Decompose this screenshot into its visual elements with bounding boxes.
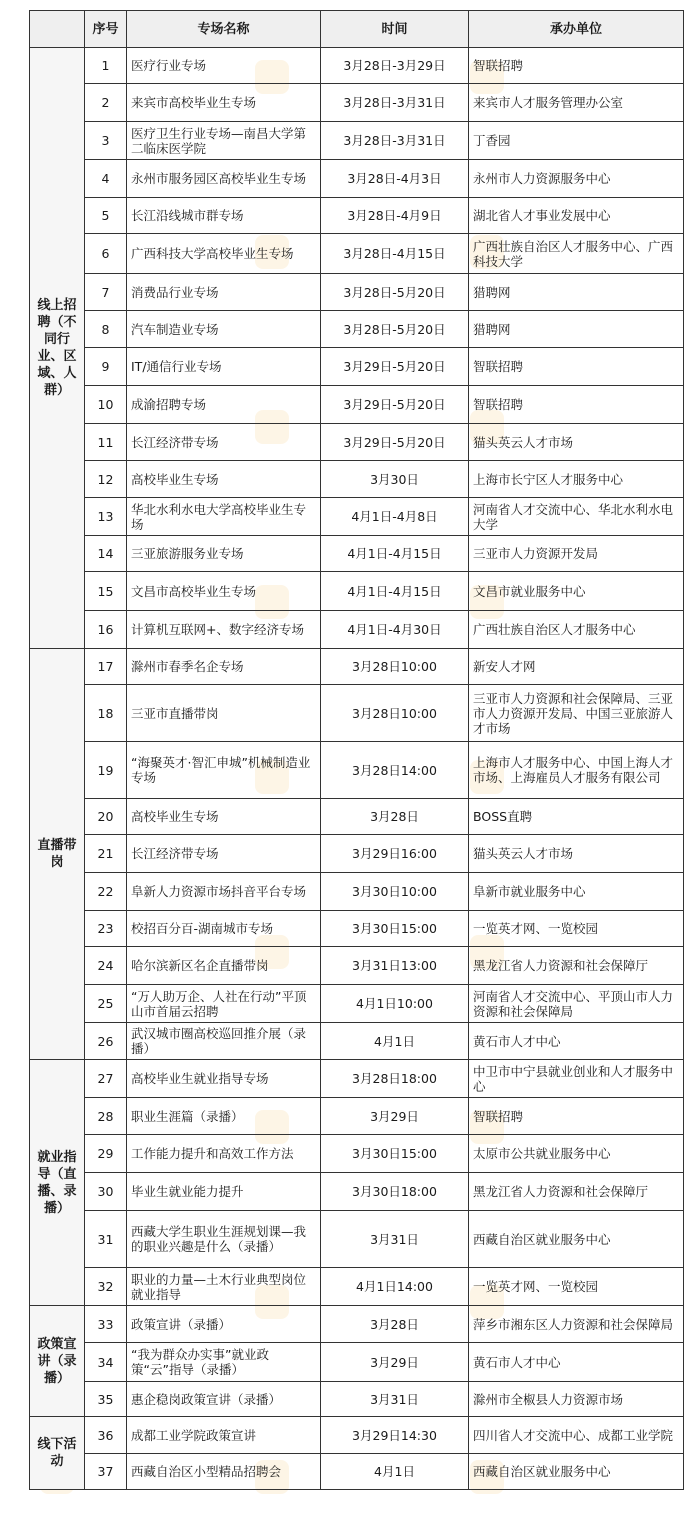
- event-name: 毕业生就业能力提升: [127, 1173, 321, 1211]
- organizer: 上海市长宁区人才服务中心: [469, 461, 684, 498]
- event-time: 4月1日-4月8日: [321, 498, 469, 536]
- table-row: [30, 1417, 684, 1454]
- row-number: 32: [85, 1268, 127, 1306]
- event-name: 职业生涯篇（录播）: [127, 1098, 321, 1135]
- row-number: 30: [85, 1173, 127, 1211]
- row-number: 19: [85, 742, 127, 799]
- table-row: [30, 947, 684, 985]
- event-time: 3月29日: [321, 1098, 469, 1135]
- table-row: [30, 536, 684, 572]
- table-row: [30, 911, 684, 947]
- row-number: 27: [85, 1060, 127, 1098]
- row-number: 9: [85, 348, 127, 386]
- organizer: 黑龙江省人力资源和社会保障厅: [469, 947, 684, 985]
- table-row: [30, 1343, 684, 1382]
- row-number: 8: [85, 311, 127, 348]
- event-name: 成都工业学院政策宣讲: [127, 1417, 321, 1454]
- event-time: 3月28日-4月3日: [321, 160, 469, 198]
- event-time: 3月29日-5月20日: [321, 424, 469, 461]
- event-time: 3月30日18:00: [321, 1173, 469, 1211]
- event-name: 政策宣讲（录播）: [127, 1306, 321, 1343]
- event-time: 3月30日10:00: [321, 873, 469, 911]
- event-time: 3月30日15:00: [321, 1135, 469, 1173]
- event-time: 3月29日: [321, 1343, 469, 1382]
- organizer: 中卫市中宁县就业创业和人才服务中心: [469, 1060, 684, 1098]
- row-number: 35: [85, 1382, 127, 1417]
- row-number: 33: [85, 1306, 127, 1343]
- event-name: 广西科技大学高校毕业生专场: [127, 234, 321, 274]
- table-row: [30, 198, 684, 234]
- event-schedule-table: [29, 10, 684, 1490]
- event-name: 成渝招聘专场: [127, 386, 321, 424]
- table-row: [30, 1211, 684, 1268]
- organizer: 一览英才网、一览校园: [469, 911, 684, 947]
- organizer: 阜新市就业服务中心: [469, 873, 684, 911]
- organizer: 黄石市人才中心: [469, 1343, 684, 1382]
- table-row: [30, 1382, 684, 1417]
- event-name: 武汉城市圈高校巡回推介展（录播）: [127, 1023, 321, 1060]
- table-row: [30, 611, 684, 649]
- section-category-cell: 政策宣讲（录播）: [30, 1306, 85, 1417]
- organizer: 文昌市就业服务中心: [469, 572, 684, 611]
- event-name: 工作能力提升和高效工作方法: [127, 1135, 321, 1173]
- organizer: 永州市人力资源服务中心: [469, 160, 684, 198]
- event-name: 西藏自治区小型精品招聘会: [127, 1454, 321, 1490]
- row-number: 36: [85, 1417, 127, 1454]
- organizer: 广西壮族自治区人才服务中心、广西科技大学: [469, 234, 684, 274]
- event-name: 哈尔滨新区名企直播带岗: [127, 947, 321, 985]
- event-time: 3月30日: [321, 461, 469, 498]
- event-time: 3月28日: [321, 799, 469, 835]
- row-number: 1: [85, 48, 127, 84]
- event-name: 阜新人力资源市场抖音平台专场: [127, 873, 321, 911]
- event-name: 校招百分百-湖南城市专场: [127, 911, 321, 947]
- row-number: 34: [85, 1343, 127, 1382]
- event-time: 3月28日14:00: [321, 742, 469, 799]
- event-name: 文昌市高校毕业生专场: [127, 572, 321, 611]
- table-row: [30, 1135, 684, 1173]
- event-time: 3月28日10:00: [321, 649, 469, 685]
- event-name: 长江经济带专场: [127, 835, 321, 873]
- row-number: 28: [85, 1098, 127, 1135]
- organizer: 智联招聘: [469, 1098, 684, 1135]
- event-name: 汽车制造业专场: [127, 311, 321, 348]
- organizer: 滁州市全椒县人力资源市场: [469, 1382, 684, 1417]
- table-row: [30, 1023, 684, 1060]
- table-row: [30, 461, 684, 498]
- organizer: 湖北省人才事业发展中心: [469, 198, 684, 234]
- row-number: 13: [85, 498, 127, 536]
- event-name: 长江经济带专场: [127, 424, 321, 461]
- organizer: 新安人才网: [469, 649, 684, 685]
- table-row: [30, 985, 684, 1023]
- event-name: 华北水利水电大学高校毕业生专场: [127, 498, 321, 536]
- table-row: [30, 386, 684, 424]
- event-name: “万人助万企、人社在行动”平顶山市首届云招聘: [127, 985, 321, 1023]
- organizer: 广西壮族自治区人才服务中心: [469, 611, 684, 649]
- table-row: [30, 835, 684, 873]
- row-number: 29: [85, 1135, 127, 1173]
- organizer: 河南省人才交流中心、华北水利水电大学: [469, 498, 684, 536]
- row-number: 16: [85, 611, 127, 649]
- section-category-cell: 线上招聘（不同行业、区域、人群）: [30, 48, 85, 649]
- table-row: [30, 48, 684, 84]
- event-name: 惠企稳岗政策宣讲（录播）: [127, 1382, 321, 1417]
- event-name: 来宾市高校毕业生专场: [127, 84, 321, 122]
- table-header-row: [30, 11, 684, 48]
- event-time: 4月1日-4月30日: [321, 611, 469, 649]
- event-name: “我为群众办实事”就业政策“云”指导（录播）: [127, 1343, 321, 1382]
- event-time: 3月28日-3月31日: [321, 84, 469, 122]
- event-time: 3月28日-4月9日: [321, 198, 469, 234]
- event-time: 3月31日: [321, 1211, 469, 1268]
- event-name: 职业的力量—土木行业典型岗位就业指导: [127, 1268, 321, 1306]
- table-row: [30, 799, 684, 835]
- table-row: [30, 1098, 684, 1135]
- table-body: [30, 48, 684, 1490]
- table-row: [30, 742, 684, 799]
- event-time: 3月30日15:00: [321, 911, 469, 947]
- row-number: 4: [85, 160, 127, 198]
- organizer: 三亚市人力资源和社会保障局、三亚市人力资源开发局、中国三亚旅游人才市场: [469, 685, 684, 742]
- header-event-name: 专场名称: [127, 11, 321, 48]
- event-time: 3月31日13:00: [321, 947, 469, 985]
- table-row: [30, 873, 684, 911]
- row-number: 25: [85, 985, 127, 1023]
- organizer: 猫头英云人才市场: [469, 424, 684, 461]
- row-number: 21: [85, 835, 127, 873]
- row-number: 3: [85, 122, 127, 160]
- event-time: 3月31日: [321, 1382, 469, 1417]
- event-name: 三亚市直播带岗: [127, 685, 321, 742]
- event-time: 3月28日-3月31日: [321, 122, 469, 160]
- event-time: 4月1日: [321, 1023, 469, 1060]
- row-number: 24: [85, 947, 127, 985]
- table-row: [30, 424, 684, 461]
- table-row: [30, 274, 684, 311]
- table-row: [30, 234, 684, 274]
- event-time: 4月1日: [321, 1454, 469, 1490]
- row-number: 7: [85, 274, 127, 311]
- table-row: [30, 572, 684, 611]
- organizer: 黑龙江省人力资源和社会保障厅: [469, 1173, 684, 1211]
- event-name: 医疗行业专场: [127, 48, 321, 84]
- table-row: [30, 84, 684, 122]
- event-time: 3月28日: [321, 1306, 469, 1343]
- event-time: 3月29日-5月20日: [321, 348, 469, 386]
- header-time: 时间: [321, 11, 469, 48]
- organizer: 丁香园: [469, 122, 684, 160]
- table-row: [30, 1268, 684, 1306]
- table-row: [30, 649, 684, 685]
- organizer: 猎聘网: [469, 311, 684, 348]
- event-name: 长江沿线城市群专场: [127, 198, 321, 234]
- event-name: 永州市服务园区高校毕业生专场: [127, 160, 321, 198]
- organizer: 河南省人才交流中心、平顶山市人力资源和社会保障局: [469, 985, 684, 1023]
- table-row: [30, 311, 684, 348]
- row-number: 10: [85, 386, 127, 424]
- row-number: 23: [85, 911, 127, 947]
- table-row: [30, 1306, 684, 1343]
- event-time: 3月28日-5月20日: [321, 274, 469, 311]
- row-number: 5: [85, 198, 127, 234]
- row-number: 6: [85, 234, 127, 274]
- organizer: BOSS直聘: [469, 799, 684, 835]
- table-row: [30, 160, 684, 198]
- row-number: 22: [85, 873, 127, 911]
- organizer: 一览英才网、一览校园: [469, 1268, 684, 1306]
- section-category-cell: 就业指导（直播、录播）: [30, 1060, 85, 1306]
- organizer: 猫头英云人才市场: [469, 835, 684, 873]
- table-row: [30, 1173, 684, 1211]
- row-number: 18: [85, 685, 127, 742]
- row-number: 31: [85, 1211, 127, 1268]
- event-time: 3月28日-3月29日: [321, 48, 469, 84]
- event-name: 计算机互联网+、数字经济专场: [127, 611, 321, 649]
- organizer: 太原市公共就业服务中心: [469, 1135, 684, 1173]
- row-number: 37: [85, 1454, 127, 1490]
- table-row: [30, 348, 684, 386]
- organizer: 三亚市人力资源开发局: [469, 536, 684, 572]
- event-time: 4月1日-4月15日: [321, 536, 469, 572]
- table-row: [30, 498, 684, 536]
- event-time: 3月28日10:00: [321, 685, 469, 742]
- event-name: 高校毕业生专场: [127, 461, 321, 498]
- table-row: [30, 122, 684, 160]
- row-number: 15: [85, 572, 127, 611]
- event-name: “海聚英才·智汇申城”机械制造业专场: [127, 742, 321, 799]
- organizer: 萍乡市湘东区人力资源和社会保障局: [469, 1306, 684, 1343]
- organizer: 猎聘网: [469, 274, 684, 311]
- row-number: 2: [85, 84, 127, 122]
- section-category-cell: 线下活动: [30, 1417, 85, 1490]
- event-time: 4月1日10:00: [321, 985, 469, 1023]
- section-category-cell: 直播带岗: [30, 649, 85, 1060]
- organizer: 上海市人才服务中心、中国上海人才市场、上海雇员人才服务有限公司: [469, 742, 684, 799]
- organizer: 西藏自治区就业服务中心: [469, 1454, 684, 1490]
- row-number: 11: [85, 424, 127, 461]
- table-row: [30, 1060, 684, 1098]
- event-name: 高校毕业生就业指导专场: [127, 1060, 321, 1098]
- event-name: 医疗卫生行业专场—南昌大学第二临床医学院: [127, 122, 321, 160]
- header-category: [30, 11, 85, 48]
- organizer: 四川省人才交流中心、成都工业学院: [469, 1417, 684, 1454]
- event-name: 西藏大学生职业生涯规划课—我的职业兴趣是什么（录播）: [127, 1211, 321, 1268]
- row-number: 17: [85, 649, 127, 685]
- event-time: 4月1日14:00: [321, 1268, 469, 1306]
- event-time: 3月29日-5月20日: [321, 386, 469, 424]
- event-time: 3月29日14:30: [321, 1417, 469, 1454]
- row-number: 20: [85, 799, 127, 835]
- event-name: 滁州市春季名企专场: [127, 649, 321, 685]
- row-number: 14: [85, 536, 127, 572]
- organizer: 智联招聘: [469, 386, 684, 424]
- header-number: 序号: [85, 11, 127, 48]
- row-number: 12: [85, 461, 127, 498]
- organizer: 智联招聘: [469, 48, 684, 84]
- event-time: 3月28日-5月20日: [321, 311, 469, 348]
- event-time: 4月1日-4月15日: [321, 572, 469, 611]
- organizer: 西藏自治区就业服务中心: [469, 1211, 684, 1268]
- event-name: 三亚旅游服务业专场: [127, 536, 321, 572]
- event-time: 3月28日18:00: [321, 1060, 469, 1098]
- header-organizer: 承办单位: [469, 11, 684, 48]
- event-name: IT/通信行业专场: [127, 348, 321, 386]
- table-row: [30, 685, 684, 742]
- organizer: 智联招聘: [469, 348, 684, 386]
- organizer: 来宾市人才服务管理办公室: [469, 84, 684, 122]
- organizer: 黄石市人才中心: [469, 1023, 684, 1060]
- event-name: 高校毕业生专场: [127, 799, 321, 835]
- event-time: 3月28日-4月15日: [321, 234, 469, 274]
- row-number: 26: [85, 1023, 127, 1060]
- event-time: 3月29日16:00: [321, 835, 469, 873]
- table-row: [30, 1454, 684, 1490]
- event-name: 消费品行业专场: [127, 274, 321, 311]
